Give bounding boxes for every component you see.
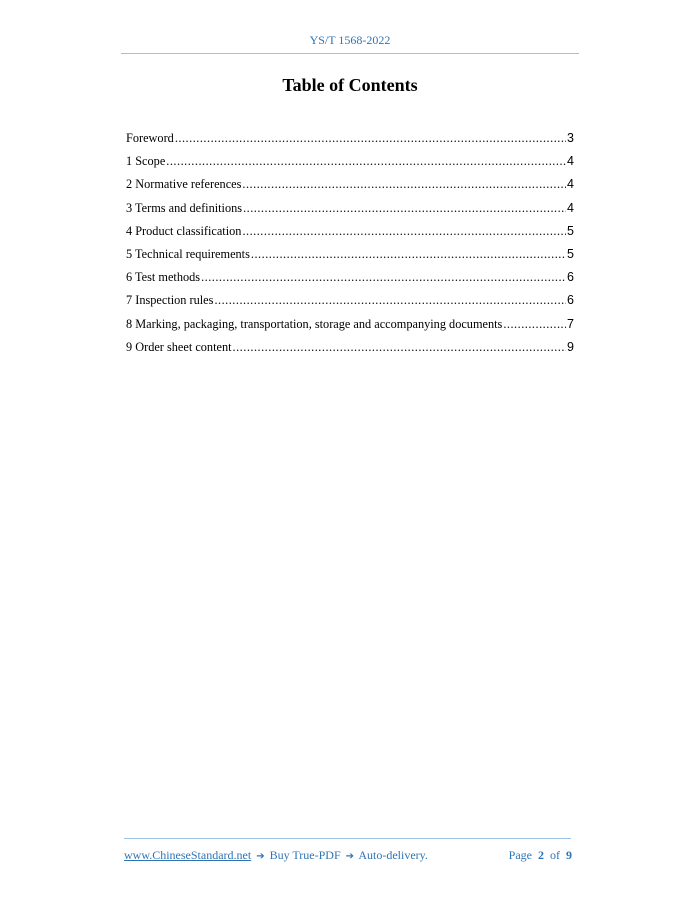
page-title: Table of Contents [282,75,418,95]
toc-dot-leader [242,224,566,239]
toc-dot-leader [251,247,566,262]
toc-entry[interactable] [126,293,574,316]
page-label: Page [508,848,532,862]
toc-entry-page: 4 [567,154,574,169]
toc-dot-leader [175,131,566,146]
footer-promo [124,848,428,863]
page-footer [124,848,572,863]
page-of: of [550,848,560,862]
toc-entry[interactable] [126,270,574,293]
toc-dot-leader [243,201,566,216]
toc-dot-leader [233,340,567,355]
toc-entry[interactable] [126,177,574,200]
page-current: 2 [538,848,544,862]
toc-entry[interactable] [126,224,574,247]
table-of-contents [126,131,574,363]
toc-entry-page: 9 [567,339,574,354]
toc-entry-label: 4 Product classification [126,223,242,238]
toc-entry-page: 4 [567,200,574,215]
footer-divider [124,838,571,839]
toc-entry-label: 8 Marking, packaging, transportation, storage and accompanying documents [126,316,503,331]
toc-dot-leader [201,270,566,285]
toc-entry-label: 1 Scope [126,154,166,169]
toc-entry-label: 3 Terms and definitions [126,200,243,215]
toc-entry-label: 9 Order sheet content [126,339,232,354]
delivery-text: Auto-delivery. [358,848,428,862]
header-divider [121,53,579,54]
toc-entry[interactable] [126,201,574,224]
toc-entry-page: 3 [567,131,574,145]
toc-entry[interactable] [126,247,574,270]
toc-dot-leader [166,154,566,169]
toc-entry[interactable] [126,131,574,154]
buy-text: Buy True-PDF [269,848,341,862]
document-code-header: YS/T 1568-2022 [309,33,391,47]
right-arrow-icon: ➔ [256,851,265,862]
toc-entry[interactable] [126,317,574,340]
toc-entry-page: 6 [567,293,574,308]
toc-entry-page: 4 [567,177,574,192]
toc-dot-leader [503,317,566,332]
page-indicator [509,848,572,863]
toc-entry-page: 6 [567,270,574,285]
toc-entry[interactable] [126,340,574,363]
toc-entry[interactable] [126,154,574,177]
toc-entry-label: 6 Test methods [126,270,201,285]
toc-dot-leader [242,177,566,192]
website-link[interactable]: www.ChineseStandard.net [124,848,252,862]
toc-entry-page: 5 [567,246,574,261]
toc-entry-label: 7 Inspection rules [126,293,214,308]
toc-entry-label: 2 Normative references [126,177,242,192]
page-total: 9 [566,848,572,862]
toc-dot-leader [214,293,566,308]
toc-entry-page: 7 [567,316,574,331]
toc-entry-page: 5 [567,223,574,238]
toc-entry-label: 5 Technical requirements [126,246,250,261]
toc-entry-label: Foreword [126,131,174,145]
right-arrow-icon: ➔ [345,851,355,862]
